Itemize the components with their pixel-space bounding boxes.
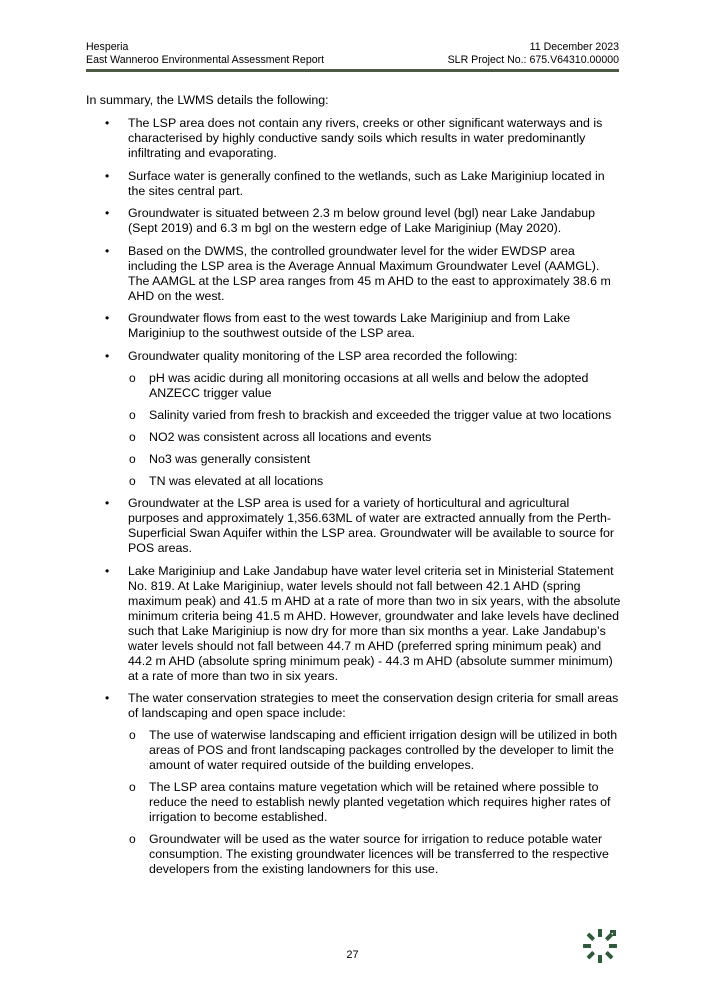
header-right [448, 41, 619, 67]
sub-bullet-icon: o [129, 728, 136, 742]
bullet-icon: • [105, 496, 110, 510]
list-item-text: Lake Mariginiup and Lake Jandabup have water level criteria set in Ministerial Statement No. 819. At Lake Mariginiup, water levels should not fall between 42.1 AHD (spring maximum peak) and 41.5 m AHD at a rate of more than two in six years, with the absolute minimum criteria being 41.5 m AHD. However, groundwater and lake levels have declined such that Lake Mariginiup is now dry for more than six months a year. Lake Jandabup’s water levels should not fall between 44.7 m AHD (preferred spring minimum peak) and 44.2 m AHD (absolute spring minimum peak) - 44.3 m AHD (absolute summer minimum) at a rate of more than two in six years. [128, 563, 621, 683]
header-report-title: East Wanneroo Environmental Assessment Report [86, 54, 325, 66]
list-item [86, 564, 623, 684]
list-item [86, 116, 623, 161]
list-item [86, 206, 623, 236]
sublist-item-text: Groundwater will be used as the water source for irrigation to reduce potable water consumption. The existing groundwater licences will be transferred to the respective developers from the existing landowners for this use. [149, 832, 609, 876]
slr-logo-icon [582, 928, 618, 964]
bullet-icon: • [105, 311, 110, 325]
bullet-icon: • [105, 206, 110, 220]
list-item [86, 496, 623, 556]
list-item-text: The water conservation strategies to meet the conservation design criteria for small areas of landscaping and open space include: [128, 691, 619, 720]
list-item-text: Based on the DWMS, the controlled groundwater level for the wider EWDSP area including the LSP area is the Average Annual Maximum Groundwater Level (AAMGL). The AAMGL at the LSP area ranges from 45 m AHD to the east to approximately 38.6 m AHD on the west. [128, 243, 611, 303]
list-item [86, 244, 623, 304]
sublist-item [128, 780, 623, 825]
sublist-item-text: Salinity varied from fresh to brackish and exceeded the trigger value at two locations [149, 407, 612, 422]
sublist-item-text: pH was acidic during all monitoring occasions at all wells and below the adopted ANZECC trigger value [149, 370, 589, 400]
header-project-number: SLR Project No.: 675.V64310.00000 [447, 54, 619, 66]
sub-bullet-icon: o [129, 473, 136, 488]
sublist-item-text: The LSP area contains mature vegetation which will be retained where possible to reduce the need to establish newly planted vegetation which requires higher rates of irrigation to become established. [149, 780, 611, 824]
sub-bullet-icon: o [129, 451, 136, 466]
page-number: 27 [346, 949, 359, 961]
quality-sublist [128, 371, 623, 489]
summary-list [86, 116, 623, 877]
sub-bullet-icon: o [129, 832, 136, 846]
sub-bullet-icon: o [129, 407, 136, 422]
sublist-item-text: TN was elevated at all locations [149, 473, 324, 488]
list-item-text: Groundwater is situated between 2.3 m below ground level (bgl) near Lake Jandabup (Sept 2019) and 6.3 m bgl on the western edge of Lake Mariginiup (May 2020). [128, 206, 596, 235]
bullet-icon: • [105, 563, 110, 578]
sublist-item-text: The use of waterwise landscaping and efficient irrigation design will be utilized in both areas of POS and front landscaping packages controlled by the developer to limit the amount of water required outside of the building envelopes. [149, 728, 618, 772]
header-project-name: Hesperia [86, 41, 129, 53]
header-divider [86, 69, 619, 72]
list-item [86, 169, 623, 199]
list-item [86, 311, 623, 341]
sub-bullet-icon: o [129, 780, 136, 794]
bullet-icon: • [105, 116, 110, 130]
sub-bullet-icon: o [129, 429, 136, 444]
bullet-icon: • [105, 243, 110, 258]
page-body [86, 93, 623, 885]
sublist-item [128, 452, 623, 467]
sub-bullet-icon: o [129, 370, 136, 385]
sublist-item-text: NO2 was consistent across all locations and events [149, 429, 432, 444]
header-left [86, 41, 324, 67]
list-item-text: Groundwater at the LSP area is used for a variety of horticultural and agricultural purposes and approximately 1,356.63ML of water are extracted annually from the Perth-Superficial Swan Aquifer within the LSP area. Groundwater will be available to source for POS areas. [128, 496, 615, 555]
sublist-item [128, 408, 623, 423]
bullet-icon: • [105, 691, 110, 705]
list-item-text: Groundwater flows from east to the west towards Lake Mariginiup and from Lake Mariginiup to the southwest outside of the LSP area. [128, 311, 571, 340]
header-date: 11 December 2023 [529, 41, 619, 53]
conservation-sublist [128, 728, 623, 877]
sublist-item-text: No3 was generally consistent [149, 451, 311, 466]
list-item-text: Surface water is generally confined to the wetlands, such as Lake Mariginiup located in the sites central part. [128, 168, 605, 198]
list-item-text: Groundwater quality monitoring of the LSP area recorded the following: [128, 348, 518, 363]
sublist-item [128, 430, 623, 445]
list-item [86, 691, 623, 877]
intro-paragraph: In summary, the LWMS details the following: [86, 93, 329, 107]
bullet-icon: • [105, 168, 110, 183]
sublist-item [128, 832, 623, 877]
sublist-item [128, 474, 623, 489]
list-item-text: The LSP area does not contain any rivers, creeks or other significant waterways and is characterised by highly conductive sandy soils which results in water predominantly infiltrating and evaporating. [128, 116, 603, 160]
sublist-item [128, 728, 623, 773]
bullet-icon: • [105, 348, 110, 363]
sublist-item [128, 371, 623, 401]
list-item [86, 349, 623, 489]
